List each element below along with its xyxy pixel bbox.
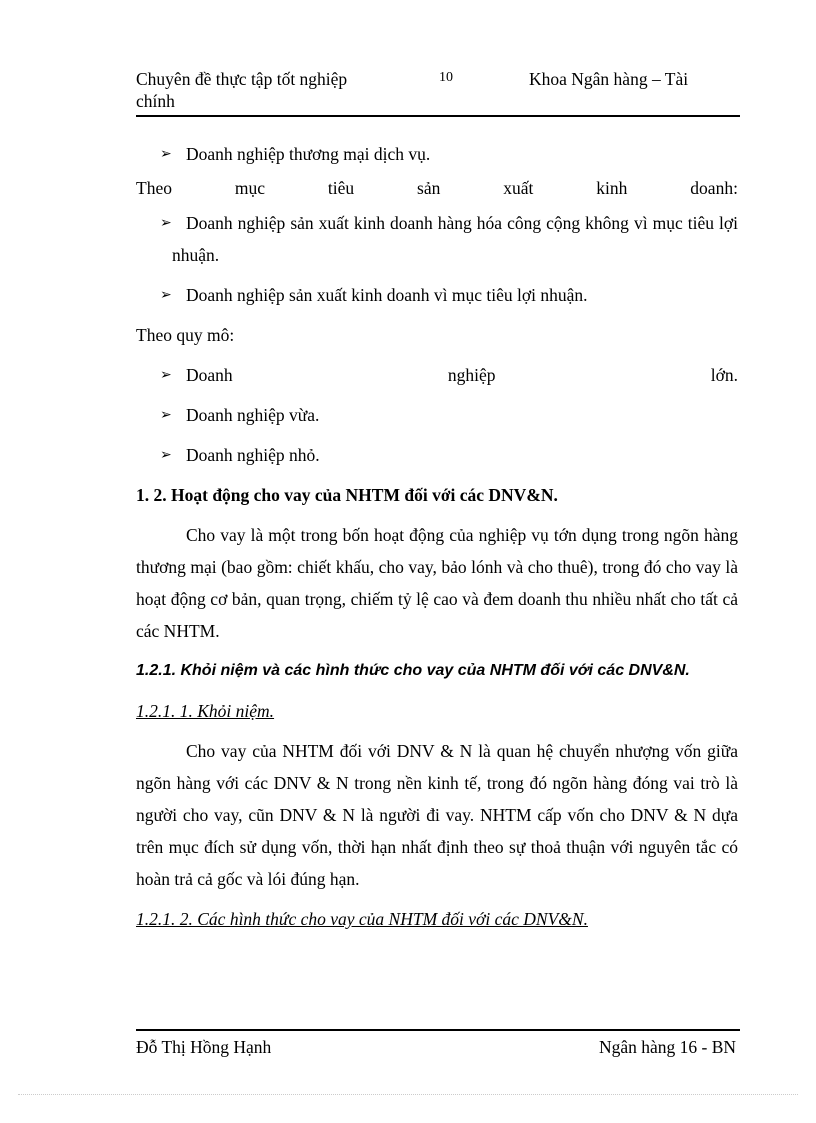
arrow-bullet-icon: ➢	[160, 447, 172, 463]
list-item: ➢ Doanh nghiệp nhỏ.	[136, 439, 738, 471]
arrow-bullet-icon: ➢	[160, 367, 172, 383]
arrow-bullet-icon: ➢	[160, 287, 172, 303]
list-item: ➢ Doanh nghiệp sản xuất kinh doanh vì mục tiêu lợi nhuận.	[136, 279, 738, 311]
scale-label: Theo quy mô:	[136, 325, 235, 345]
goal-line: Theo mục tiêu sản xuất kinh doanh:	[136, 178, 738, 198]
sub-subsection-heading: 1.2.1. 1. Khỏi niệm.	[136, 701, 275, 721]
paragraph: Cho vay là một trong bốn hoạt động của nghiệp vụ tớn dụng trong ngõn hàng thương mại (bao gồm: chiết khấu, cho vay, bảo lónh và cho thuê), trong đó cho vay là hoạt động cơ bản, quan trọng, chiếm tỷ lệ cao và đem doanh thu nhiều nhất cho tất cả các NHTM.	[136, 525, 738, 641]
list-item: ➢ Doanh nghiệp sản xuất kinh doanh hàng hóa công cộng không vì mục tiêu lợi nhuận.	[136, 207, 738, 271]
header-left-title: Chuyên đề thực tập tốt nghiệp chính	[136, 69, 348, 111]
page-number: 10	[439, 70, 453, 85]
list-item: ➢ Doanh nghiệp thương mại dịch vụ.	[136, 138, 738, 170]
arrow-bullet-icon: ➢	[160, 215, 172, 231]
author-name: Đỗ Thị Hồng Hạnh	[136, 1037, 272, 1057]
arrow-bullet-icon: ➢	[160, 407, 172, 423]
subsection-heading: 1.2.1. Khỏi niệm và các hình thức cho vay của NHTM đối với các DNV&N.	[136, 662, 690, 679]
section-heading: 1. 2. Hoạt động cho vay của NHTM đối với các DNV&N.	[136, 485, 558, 505]
class-name: Ngân hàng 16 - BN	[598, 1037, 736, 1057]
arrow-bullet-icon: ➢	[160, 146, 172, 162]
page-divider	[18, 1094, 798, 1095]
paragraph: Cho vay của NHTM đối với DNV & N là quan hệ chuyển nhượng vốn giữa ngõn hàng với các DNV & N trong nền kinh tế, trong đó ngõn hàng đóng vai trò là người cho vay, cũn DNV & N là người đi vay. NHTM cấp vốn cho DNV & N dựa trên mục đích sử dụng vốn, thời hạn nhất định theo sự thoả thuận với nguyên tắc có hoàn trả cả gốc và lói đúng hạn.	[136, 741, 738, 889]
list-item: ➢ Doanh nghiệp lớn.	[136, 359, 738, 391]
header-right-title: Khoa Ngân hàng – Tài	[529, 69, 689, 89]
page-footer	[136, 1029, 740, 1065]
list-item: ➢ Doanh nghiệp vừa.	[136, 399, 738, 431]
page-body	[136, 138, 738, 935]
page-header	[136, 68, 740, 117]
sub-subsection-heading: 1.2.1. 2. Các hình thức cho vay của NHTM đối với các DNV&N.	[136, 909, 588, 929]
